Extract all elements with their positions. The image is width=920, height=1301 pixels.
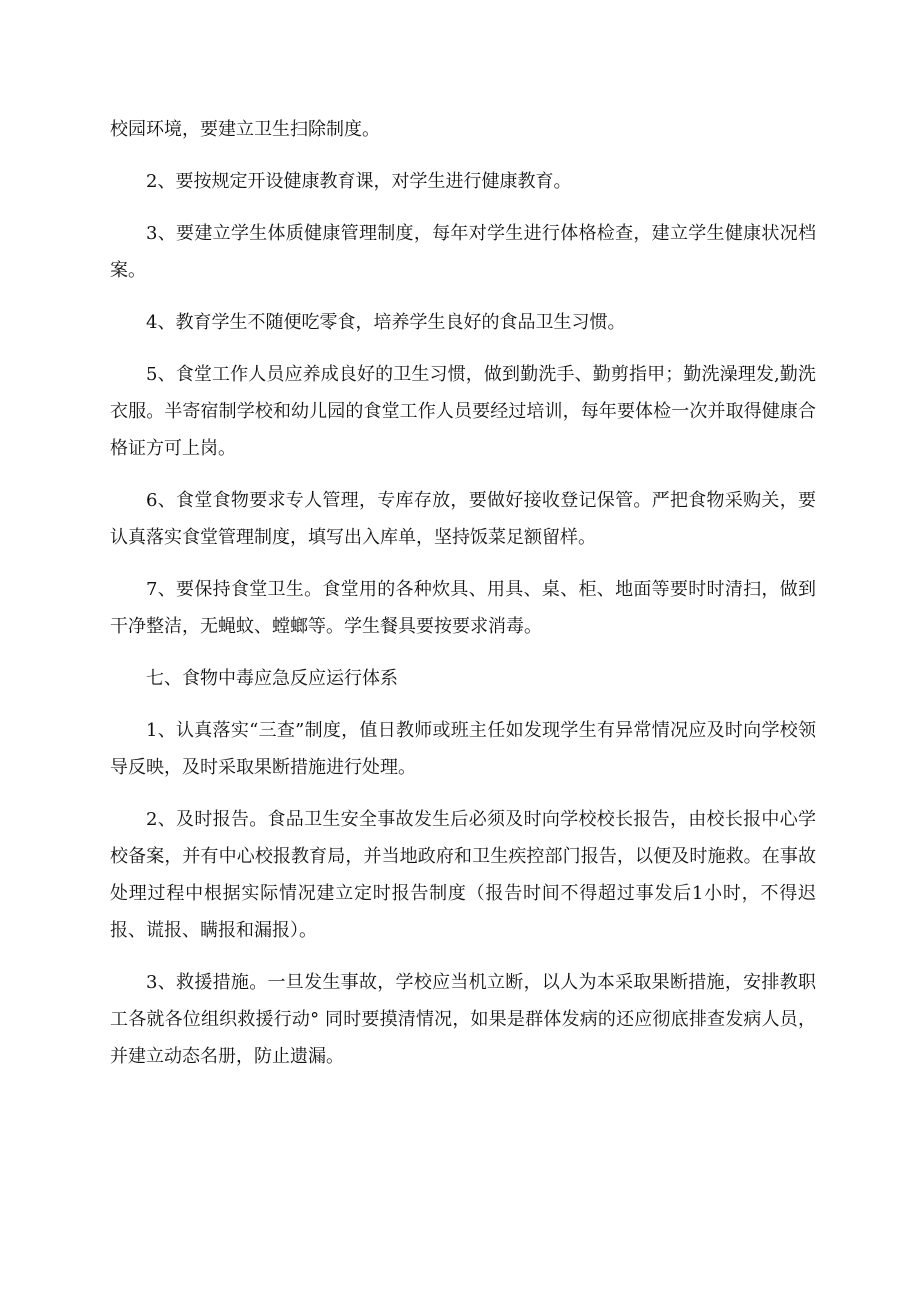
paragraph-emergency-1: 1、认真落实“三查”制度，值日教师或班主任如发现学生有异常情况应及时向学校领导反映，及时采取果断措施进行处理。 [110,720,816,778]
paragraph-item-6: 6、食堂食物要求专人管理，专库存放，要做好接收登记保管。严把食物采购关，要认真落实食堂管理制度，填写出入库单，坚持饭菜足额留样。 [110,490,816,548]
paragraph-item-2: 2、要按规定开设健康教育课，对学生进行健康教育。 [146,171,572,192]
paragraph-item-7: 7、要保持食堂卫生。食堂用的各种炊具、用具、桌、柜、地面等要时时清扫，做到干净整洁，无蝇蚊、螳螂等。学生餐具要按要求消毒。 [110,579,816,637]
paragraph-continuation: 校园环境，要建立卫生扫除制度。 [110,119,380,140]
paragraph-emergency-2: 2、及时报告。食品卫生安全事故发生后必须及时向学校校长报告，由校长报中心学校备案，并有中心校报教育局，并当地政府和卫生疾控部门报告，以便及时施救。在事故处理过程中根据实际情况建立定时报告制度（报告时间不得超过事发后1小时，不得迟报、谎报、瞒报和漏报）。 [110,809,816,941]
document-page [110,111,816,1090]
paragraph-item-5: 5、食堂工作人员应养成良好的卫生习惯，做到勤洗手、勤剪指甲；勤洗澡理发,勤洗衣服。半寄宿制学校和幼儿园的食堂工作人员要经过培训，每年要体检一次并取得健康合格证方可上岗。 [110,364,816,459]
paragraph-item-4: 4、教育学生不随便吃零食，培养学生良好的食品卫生习惯。 [146,312,626,333]
paragraph-item-3: 3、要建立学生体质健康管理制度，每年对学生进行体格检查，建立学生健康状况档案。 [110,223,816,281]
paragraph-emergency-3: 3、救援措施。一旦发生事故，学校应当机立断，以人为本采取果断措施，安排教职工各就各位组织救援行动° 同时要摸清情况，如果是群体发病的还应彻底排查发病人员，并建立动态名册，防止遗漏。 [110,972,816,1067]
section-heading: 七、食物中毒应急反应运行体系 [146,668,398,689]
